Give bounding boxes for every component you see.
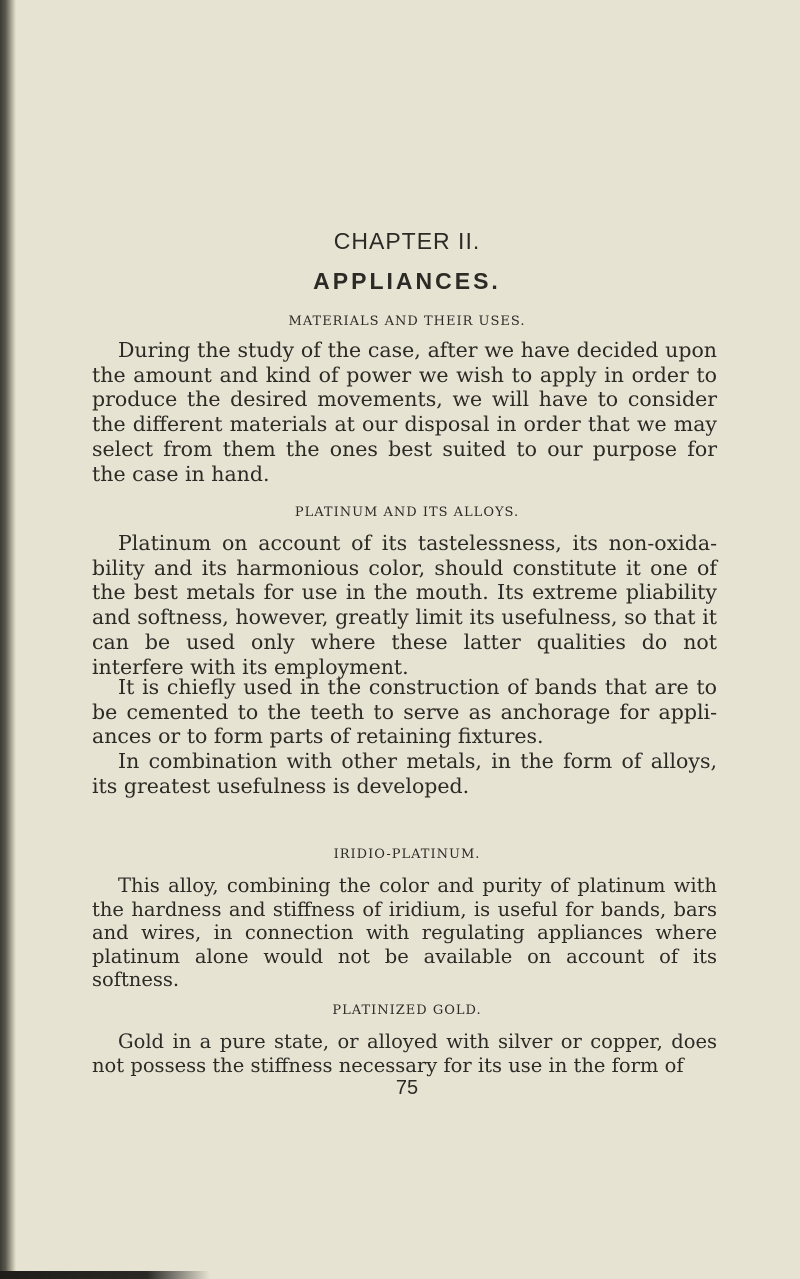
platinum-paragraph-1: Platinum on account of its tastelessness, its non-oxida- bility and its harmonious color, should constitute it one of the best metals for use in the mouth. Its extreme pliability and softness, however, greatly limit its usefulness, so that it can be used only where these latter qualities do not interfere with its employment. — [92, 531, 717, 679]
platinized-paragraph: Gold in a pure state, or alloyed with silver or copper, does not possess the stiffness necessary for its use in the form of — [92, 1030, 717, 1077]
bottom-shadow — [0, 1271, 210, 1279]
page-title: APPLIANCES. — [313, 268, 501, 294]
binding-edge — [0, 0, 16, 1279]
platinum-paragraph-3: In combination with other metals, in the form of alloys, its greatest usefulness is developed. — [92, 749, 717, 798]
materials-heading: MATERIALS AND THEIR USES. — [288, 314, 526, 329]
iridio-heading: IRIDIO-PLATINUM. — [333, 847, 481, 862]
materials-paragraph: During the study of the case, after we have decided upon the amount and kind of power we wish to apply in order to produce the desired movements, we will have to consider the different materials at our disposal in order that we may select from them the ones best suited to our purpose for the case in hand. — [92, 338, 717, 486]
platinized-heading: PLATINIZED GOLD. — [332, 1003, 482, 1018]
platinum-paragraph-2: It is chiefly used in the construction of bands that are to be cemented to the teeth to serve as anchorage for appli- ances or to form parts of retaining fixtures. — [92, 675, 717, 749]
platinum-heading: PLATINUM AND ITS ALLOYS. — [294, 505, 520, 520]
page-number: 75 — [395, 1077, 419, 1099]
chapter-heading: CHAPTER II. — [333, 228, 481, 254]
iridio-paragraph: This alloy, combining the color and purity of platinum with the hardness and stiffness of iridium, is useful for bands, bars and wires, in connection with regulating appliances where platinum alone would not be available on account of its softness. — [92, 874, 717, 991]
